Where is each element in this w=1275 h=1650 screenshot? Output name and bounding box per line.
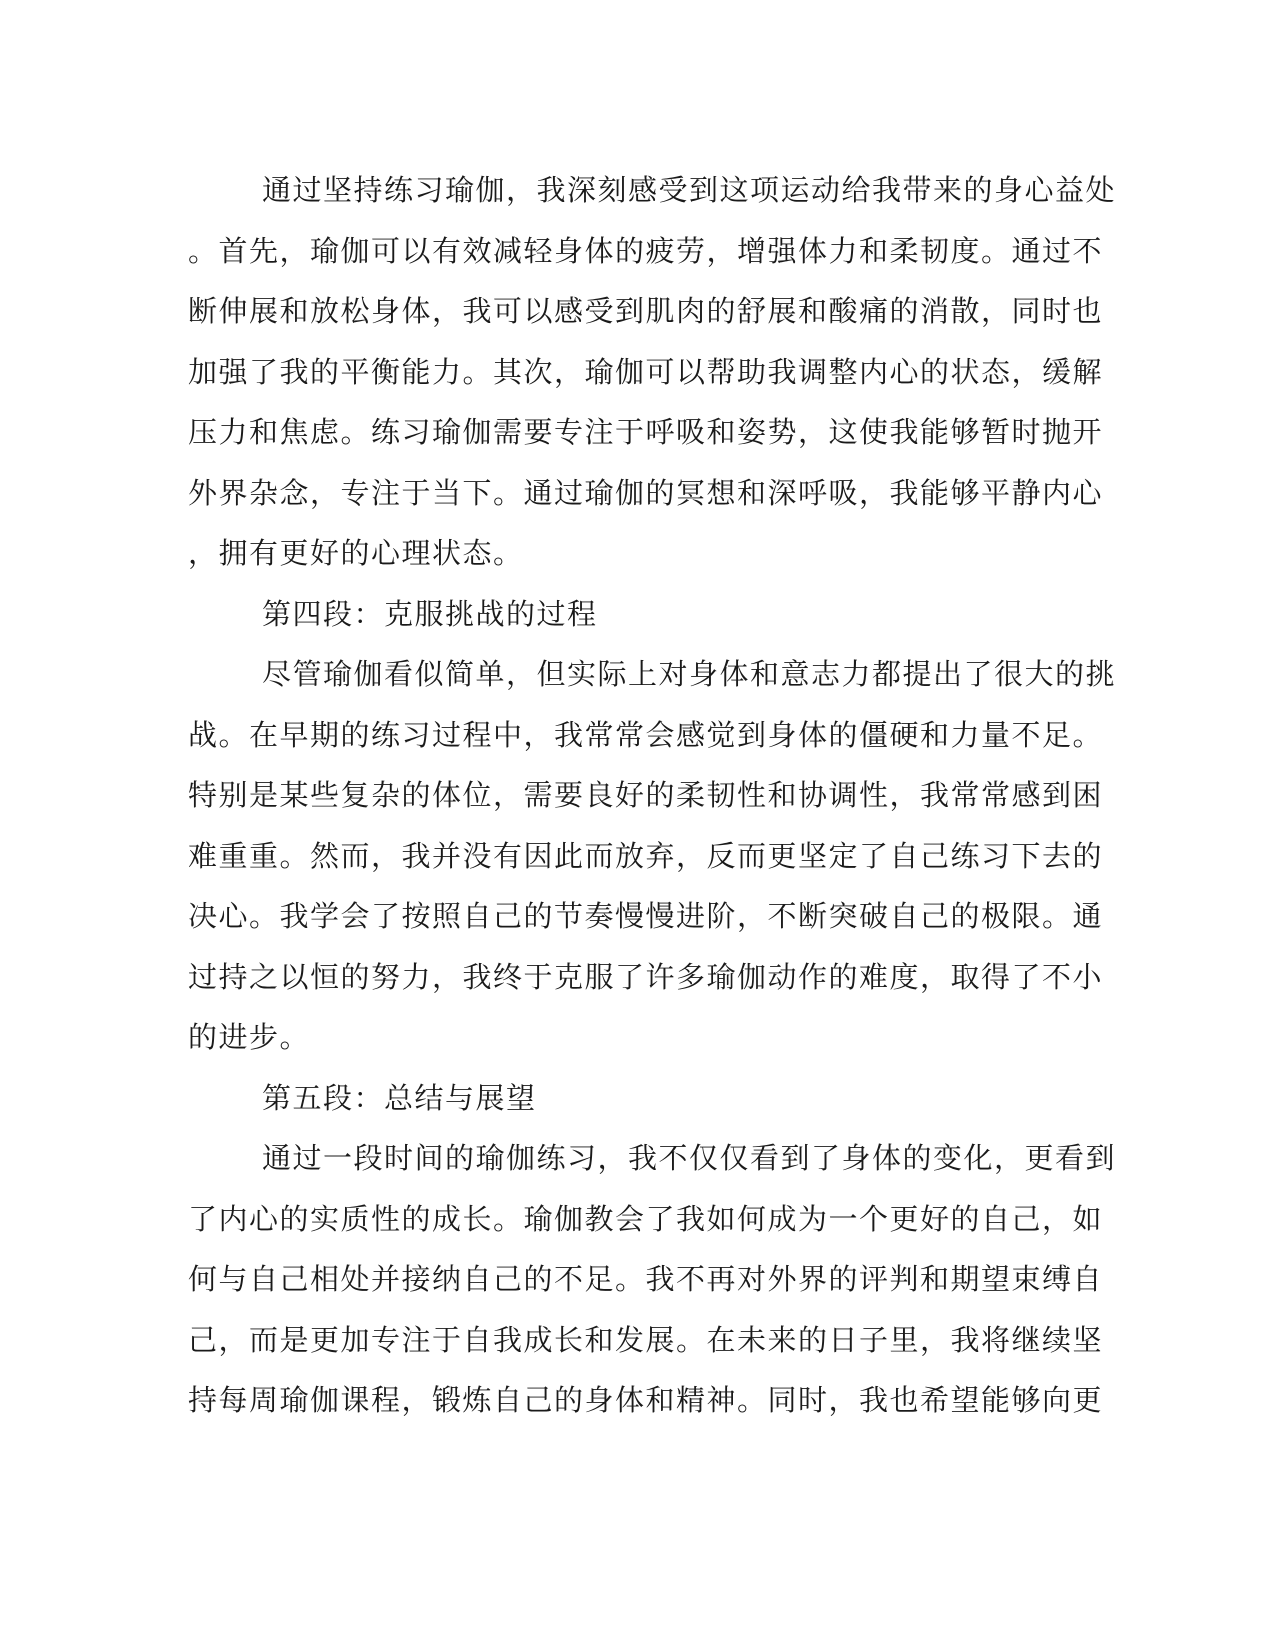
paragraph-4-line-4: 难重重。然而，我并没有因此而放弃，反而更坚定了自己练习下去的 bbox=[188, 838, 1104, 873]
paragraph-3-line-6: 外界杂念，专注于当下。通过瑜伽的冥想和深呼吸，我能够平静内心 bbox=[188, 475, 1104, 510]
paragraph-4-line-3: 特别是某些复杂的体位，需要良好的柔韧性和协调性，我常常感到困 bbox=[188, 778, 1104, 812]
paragraph-3-line-7: ，拥有更好的心理状态。 bbox=[188, 536, 524, 570]
paragraph-5-line-1: 通过一段时间的瑜伽练习，我不仅仅看到了身体的变化，更看到 bbox=[262, 1141, 1117, 1175]
paragraph-3-line-1: 通过坚持练习瑜伽，我深刻感受到这项运动给我带来的身心益处 bbox=[262, 173, 1117, 207]
paragraph-4-line-1: 尽管瑜伽看似简单，但实际上对身体和意志力都提出了很大的挑 bbox=[262, 657, 1117, 691]
paragraph-4-line-2: 战。在早期的练习过程中，我常常会感觉到身体的僵硬和力量不足。 bbox=[188, 717, 1104, 752]
paragraph-3-line-3: 断伸展和放松身体，我可以感受到肌肉的舒展和酸痛的消散，同时也 bbox=[188, 294, 1104, 328]
paragraph-4-line-6: 过持之以恒的努力，我终于克服了许多瑜伽动作的难度，取得了不小 bbox=[188, 959, 1104, 994]
paragraph-3-line-5: 压力和焦虑。练习瑜伽需要专注于呼吸和姿势，这使我能够暂时抛开 bbox=[188, 415, 1104, 449]
paragraph-4-line-7: 的进步。 bbox=[188, 1020, 311, 1054]
paragraph-5-line-2: 了内心的实质性的成长。瑜伽教会了我如何成为一个更好的自己，如 bbox=[188, 1201, 1104, 1236]
paragraph-5-line-5: 持每周瑜伽课程，锻炼自己的身体和精神。同时，我也希望能够向更 bbox=[188, 1383, 1104, 1417]
paragraph-5-line-3: 何与自己相处并接纳自己的不足。我不再对外界的评判和期望束缚自 bbox=[188, 1262, 1104, 1296]
paragraph-5-line-4: 己，而是更加专注于自我成长和发展。在未来的日子里，我将继续坚 bbox=[188, 1322, 1104, 1357]
document-body bbox=[188, 160, 1117, 1431]
paragraph-3-line-2: 。首先，瑜伽可以有效减轻身体的疲劳，增强体力和柔韧度。通过不 bbox=[188, 233, 1104, 268]
section-5-heading: 第五段：总结与展望 bbox=[262, 1080, 537, 1115]
paragraph-4-line-5: 决心。我学会了按照自己的节奏慢慢进阶，不断突破自己的极限。通 bbox=[188, 899, 1104, 933]
section-4-heading: 第四段：克服挑战的过程 bbox=[262, 596, 598, 631]
paragraph-3-line-4: 加强了我的平衡能力。其次，瑜伽可以帮助我调整内心的状态，缓解 bbox=[188, 354, 1104, 389]
